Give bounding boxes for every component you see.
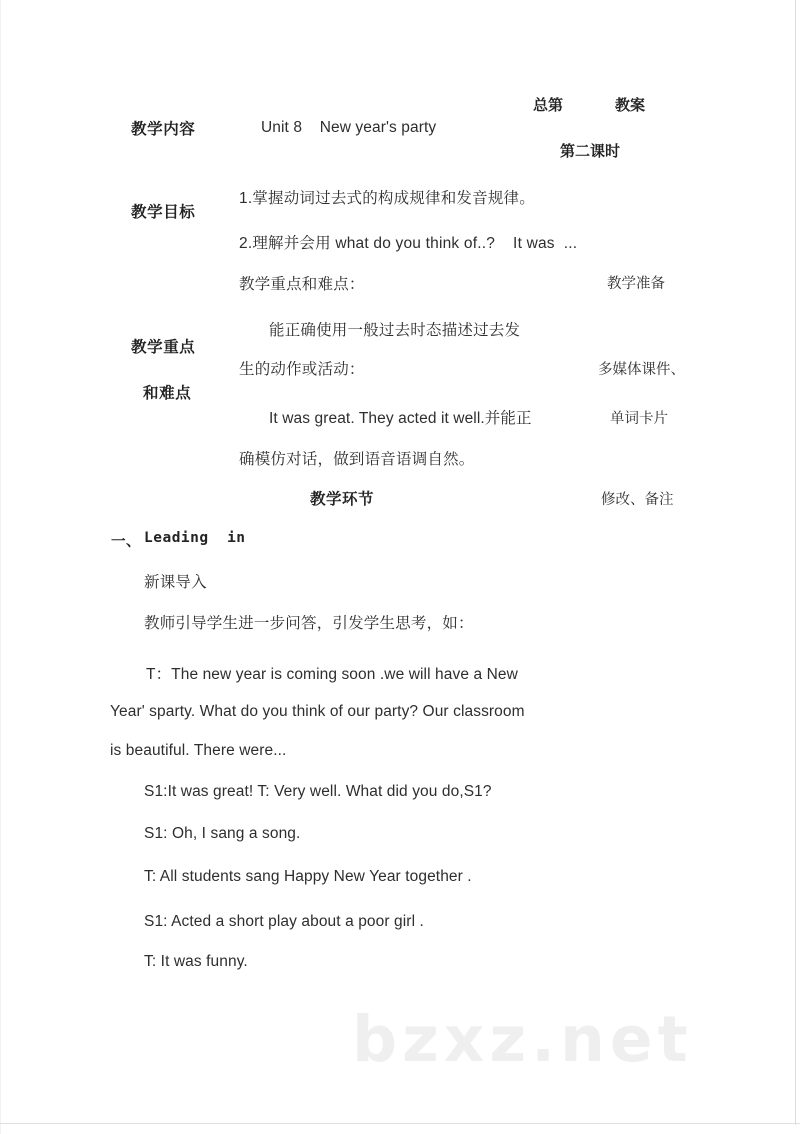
dialogue-line-7: S1: Acted a short play about a poor girl . bbox=[144, 913, 424, 930]
focus-label-line2: 和难点 bbox=[143, 385, 192, 402]
dialogue-line-4: S1:It was great! T: Very well. What did you do,S1? bbox=[144, 783, 492, 800]
site-watermark: bzxz.net bbox=[352, 1003, 693, 1076]
teaching-content-value: Unit 8 New year's party bbox=[261, 119, 437, 136]
page-edge-right bbox=[795, 0, 796, 1125]
teaching-content-label: 教学内容 bbox=[131, 121, 196, 138]
objective-item-2: 2.理解并会用 what do you think of..? It was ... bbox=[239, 235, 578, 252]
notes-heading: 修改、备注 bbox=[601, 492, 674, 508]
focus-line-1: 能正确使用一般过去时态描述过去发 bbox=[269, 322, 521, 339]
focus-line-4: 确模仿对话，做到语音语调自然。 bbox=[239, 451, 475, 468]
focus-heading: 教学重点和难点： bbox=[239, 276, 365, 293]
preparation-item-1: 多媒体课件、 bbox=[598, 362, 685, 378]
page-edge-bottom bbox=[0, 1123, 800, 1124]
objective-item-1: 1.掌握动词过去式的构成规律和发音规律。 bbox=[239, 190, 535, 207]
teaching-objectives-label: 教学目标 bbox=[131, 204, 196, 221]
focus-label-line1: 教学重点 bbox=[131, 339, 196, 356]
section-subtitle: 新课导入 bbox=[144, 574, 207, 591]
focus-line-3: It was great. They acted it well.并能正 bbox=[269, 410, 532, 427]
dialogue-line-5: S1: Oh, I sang a song. bbox=[144, 825, 301, 842]
preparation-item-2: 单词卡片 bbox=[610, 411, 668, 427]
dialogue-line-8: T: It was funny. bbox=[144, 953, 248, 970]
dialogue-line-3: is beautiful. There were... bbox=[110, 742, 287, 759]
serial-number-label: 总第 bbox=[533, 97, 564, 114]
class-period-label: 第二课时 bbox=[560, 143, 621, 160]
procedure-intro: 教师引导学生进一步问答，引发学生思考，如： bbox=[144, 615, 474, 632]
lesson-plan-label: 教案 bbox=[615, 97, 646, 114]
procedure-heading: 教学环节 bbox=[310, 491, 375, 508]
dialogue-line-6: T: All students sang Happy New Year together . bbox=[144, 868, 472, 885]
dialogue-line-2: Year' sparty. What do you think of our party? Our classroom bbox=[110, 703, 525, 720]
section-title-leading-in: Leading in bbox=[144, 530, 246, 546]
dialogue-line-1: T：The new year is coming soon .we will have a New bbox=[146, 666, 518, 683]
teaching-preparation-label: 教学准备 bbox=[607, 276, 665, 292]
section-number: 一、 bbox=[111, 534, 141, 550]
focus-line-2: 生的动作或活动： bbox=[239, 361, 365, 378]
page-edge-left bbox=[0, 0, 1, 1134]
